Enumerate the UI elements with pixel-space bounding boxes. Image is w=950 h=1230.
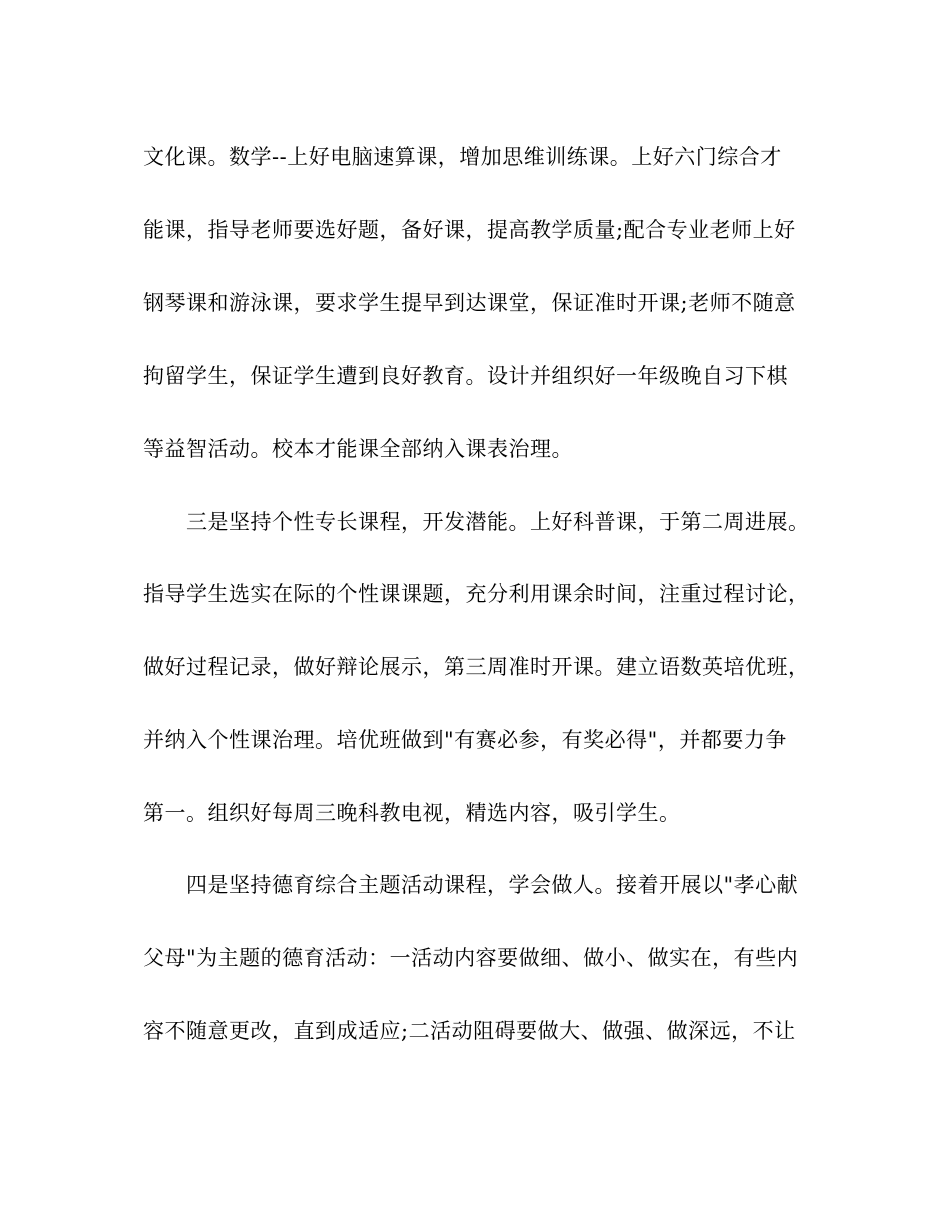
- paragraph-3-start: 三是坚持个性专长课程，开发潜能。上好科普课，于第二周进展。: [186, 510, 810, 534]
- text-line-7: 指导学生选实在际的个性课课题，充分利用课余时间，注重过程讨论，: [143, 582, 810, 606]
- text-line-9: 并纳入个性课治理。培优班做到"有赛必参，有奖必得"，并都要力争: [143, 728, 787, 752]
- text-line-5: 等益智活动。校本才能课全部纳入课表治理。: [143, 437, 573, 461]
- text-line-1: 文化课。数学--上好电脑速算课，增加思维训练课。上好六门综合才: [143, 145, 782, 169]
- text-line-8: 做好过程记录，做好辩论展示，第三周准时开课。建立语数英培优班，: [143, 655, 810, 679]
- text-line-10: 第一。组织好每周三晚科教电视，精选内容，吸引学生。: [143, 801, 681, 825]
- text-line-2: 能课，指导老师要选好题，备好课，提高教学质量;配合专业老师上好: [143, 218, 796, 242]
- text-line-12: 父母"为主题的德育活动：一活动内容要做细、做小、做实在，有些内: [143, 946, 799, 970]
- text-line-3: 钢琴课和游泳课，要求学生提早到达课堂，保证准时开课;老师不随意: [143, 291, 796, 315]
- text-line-4: 拘留学生，保证学生遭到良好教育。设计并组织好一年级晚自习下棋: [143, 364, 788, 388]
- text-line-13: 容不随意更改，直到成适应;二活动阻碍要做大、做强、做深远，不让: [143, 1019, 796, 1043]
- paragraph-4-start: 四是坚持德育综合主题活动课程，学会做人。接着开展以"孝心献: [186, 873, 799, 897]
